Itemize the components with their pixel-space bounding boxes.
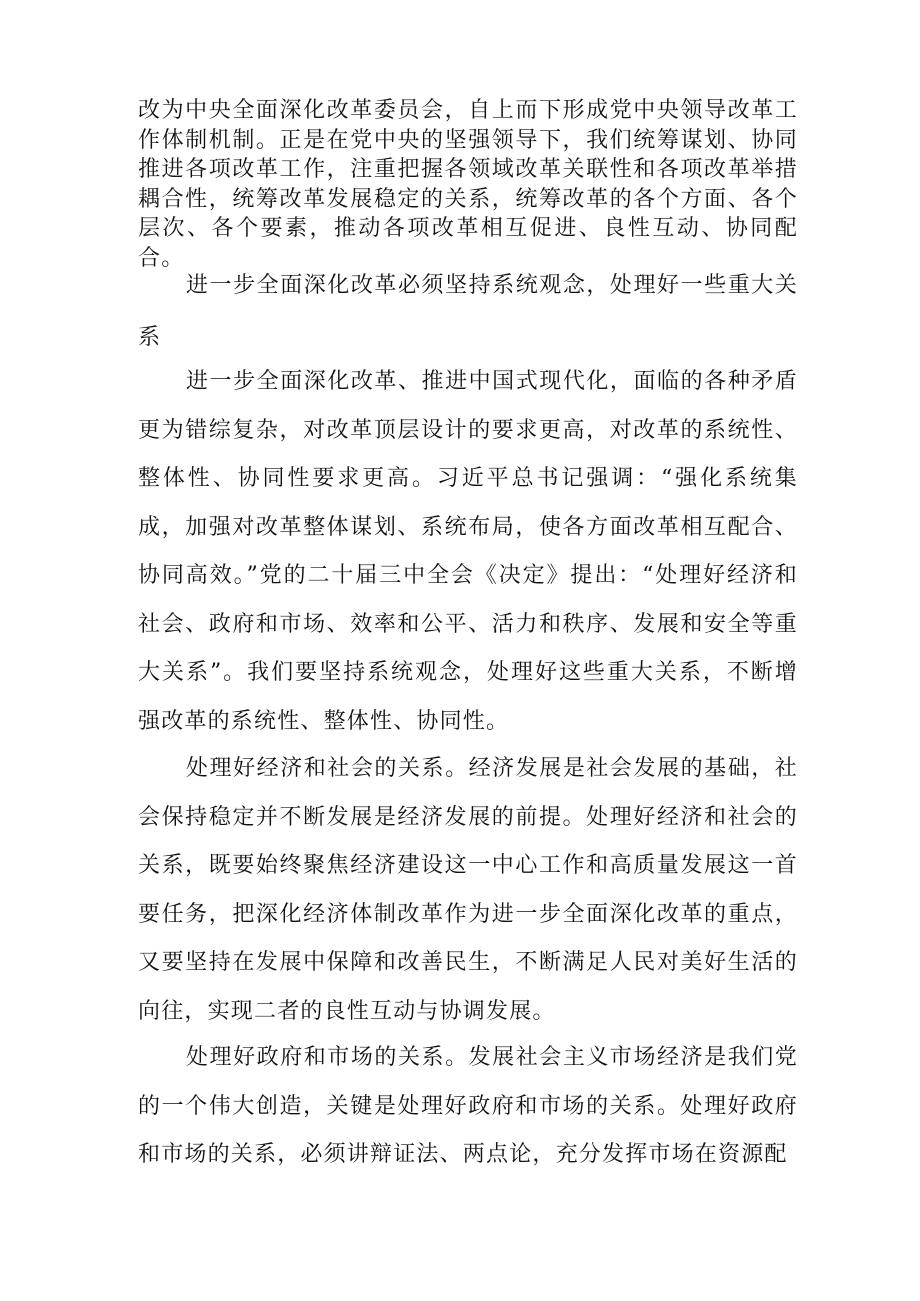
- body-paragraph: 处理好政府和市场的关系。发展社会主义市场经济是我们党的一个伟大创造，关键是处理好政府和市场的关系。处理好政府和市场的关系，必须讲辩证法、两点论，充分发挥市场在资源配: [138, 1045, 798, 1167]
- body-paragraph: 处理好经济和社会的关系。经济发展是社会发展的基础，社会保持稳定并不断发展是经济发展的前提。处理好经济和社会的关系，既要始终聚焦经济建设这一中心工作和高质量发展这一首要任务，把深化经济体制改革作为进一步全面深化改革的重点，又要坚持在发展中保障和改善民生，不断满足人民对美好生活的向往，实现二者的良性互动与协调发展。: [138, 756, 798, 1024]
- section-heading: 进一步全面深化改革必须坚持系统观念，处理好一些重大关系: [138, 273, 798, 350]
- body-paragraph: 进一步全面深化改革、推进中国式现代化，面临的各种矛盾更为错综复杂，对改革顶层设计的要求更高，对改革的系统性、整体性、协同性要求更高。习近平总书记强调：“强化系统集成，加强对改革整体谋划、系统布局，使各方面改革相互配合、协同高效。”党的二十届三中全会《决定》提出：“处理好经济和社会、政府和市场、效率和公平、活力和秩序、发展和安全等重大关系”。我们要坚持系统观念，处理好这些重大关系，不断增强改革的系统性、整体性、协同性。: [138, 369, 798, 734]
- intro-paragraph: 改为中央全面深化改革委员会，自上而下形成党中央领导改革工作体制机制。正是在党中央的坚强领导下，我们统筹谋划、协同推进各项改革工作，注重把握各领域改革关联性和各项改革举措耦合性，统筹改革发展稳定的关系，统筹改革的各个方面、各个层次、各个要素，推动各项改革相互促进、良性互动、协同配合。: [138, 98, 798, 271]
